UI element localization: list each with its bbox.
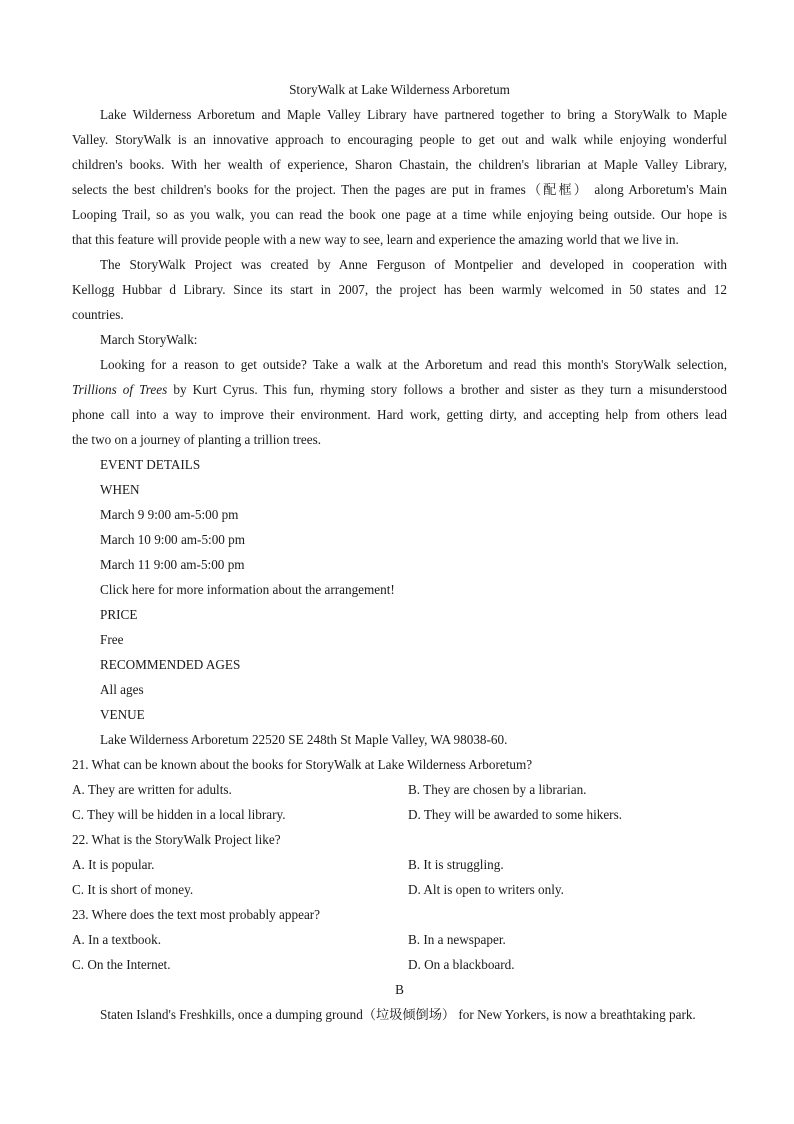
option-c: C. On the Internet. xyxy=(72,957,171,972)
text-line xyxy=(72,377,727,402)
price-value: Free xyxy=(100,632,124,647)
options-row xyxy=(72,952,727,977)
option-b: B. In a newspaper. xyxy=(408,932,506,947)
question-23 xyxy=(72,902,727,977)
text-line: The StoryWalk Project was created by Anne Ferguson of Montpelier and developed in cooperation with xyxy=(100,257,727,272)
text-line: that this feature will provide people with a new way to see, learn and experience the amazing world that we live in. xyxy=(72,232,679,247)
event-date: March 9 9:00 am-5:00 pm xyxy=(100,507,239,522)
options-row xyxy=(72,877,727,902)
text-line: selects the best children's books for the project. Then the pages are put in frames（配框） along Arboretum's Main xyxy=(72,182,727,197)
paragraph-project xyxy=(72,252,727,327)
option-c: C. It is short of money. xyxy=(72,882,194,897)
venue-label: VENUE xyxy=(100,707,145,722)
text-line: phone call into a way to improve their environment. Hard work, getting dirty, and accepting help from others lead xyxy=(72,407,727,422)
text-line: Lake Wilderness Arboretum and Maple Valley Library have partnered together to bring a StoryWalk to Maple xyxy=(100,107,727,122)
price-label: PRICE xyxy=(100,607,138,622)
section-b-heading: B xyxy=(395,982,404,997)
option-b: B. They are chosen by a librarian. xyxy=(408,782,587,797)
ages-label: RECOMMENDED AGES xyxy=(100,657,241,672)
text-line: Looking for a reason to get outside? Take a walk at the Arboretum and read this month's StoryWalk selection, xyxy=(100,357,727,372)
option-a: A. They are written for adults. xyxy=(72,782,232,797)
paragraph-march xyxy=(72,352,727,452)
more-info-link[interactable]: Click here for more information about the arrangement! xyxy=(100,582,395,597)
text-line: Valley. StoryWalk is an innovative approach to encouraging people to get out and walk while enjoying wonderful xyxy=(72,132,727,147)
option-d: D. They will be awarded to some hikers. xyxy=(408,807,623,822)
option-a: A. In a textbook. xyxy=(72,932,161,947)
options-row xyxy=(72,777,727,802)
document-page xyxy=(72,77,727,1027)
question-text: 22. What is the StoryWalk Project like? xyxy=(72,832,281,847)
book-title: Trillions of Trees xyxy=(72,382,168,397)
option-b: B. It is struggling. xyxy=(408,857,504,872)
text-line: countries. xyxy=(72,307,124,322)
options-row xyxy=(72,927,727,952)
article-title: StoryWalk at Lake Wilderness Arboretum xyxy=(289,82,510,97)
option-d: D. Alt is open to writers only. xyxy=(408,882,564,897)
text-line: Looping Trail, so as you walk, you can read the book one page at a time while enjoying being outside. Our hope is xyxy=(72,207,727,222)
when-label: WHEN xyxy=(100,482,140,497)
question-text: 21. What can be known about the books for StoryWalk at Lake Wilderness Arboretum? xyxy=(72,757,533,772)
ages-value: All ages xyxy=(100,682,144,697)
section-b-first-line: Staten Island's Freshkills, once a dumping ground（垃圾倾倒场） for New Yorkers, is now a breathtaking park. xyxy=(100,1007,696,1022)
text-fragment: by Kurt Cyrus. This fun, rhyming story follows a brother and sister as they turn a misunderstood xyxy=(167,382,727,397)
event-details xyxy=(72,452,727,752)
march-heading: March StoryWalk: xyxy=(100,332,198,347)
question-text: 23. Where does the text most probably appear? xyxy=(72,907,321,922)
option-a: A. It is popular. xyxy=(72,857,155,872)
text-line: the two on a journey of planting a trillion trees. xyxy=(72,432,322,447)
venue-value: Lake Wilderness Arboretum 22520 SE 248th St Maple Valley, WA 98038-60. xyxy=(100,732,508,747)
event-date: March 11 9:00 am-5:00 pm xyxy=(100,557,245,572)
option-c: C. They will be hidden in a local library. xyxy=(72,807,286,822)
event-heading: EVENT DETAILS xyxy=(100,457,201,472)
question-21 xyxy=(72,752,727,827)
text-line: children's books. With her wealth of experience, Sharon Chastain, the children's librarian at Maple Valley Library, xyxy=(72,157,727,172)
options-row xyxy=(72,852,727,877)
text-line: Kellogg Hubbar d Library. Since its start in 2007, the project has been warmly welcomed in 50 states and 12 xyxy=(72,282,727,297)
option-d: D. On a blackboard. xyxy=(408,957,515,972)
event-date: March 10 9:00 am-5:00 pm xyxy=(100,532,246,547)
question-22 xyxy=(72,827,727,902)
options-row xyxy=(72,802,727,827)
paragraph-intro xyxy=(72,102,727,252)
